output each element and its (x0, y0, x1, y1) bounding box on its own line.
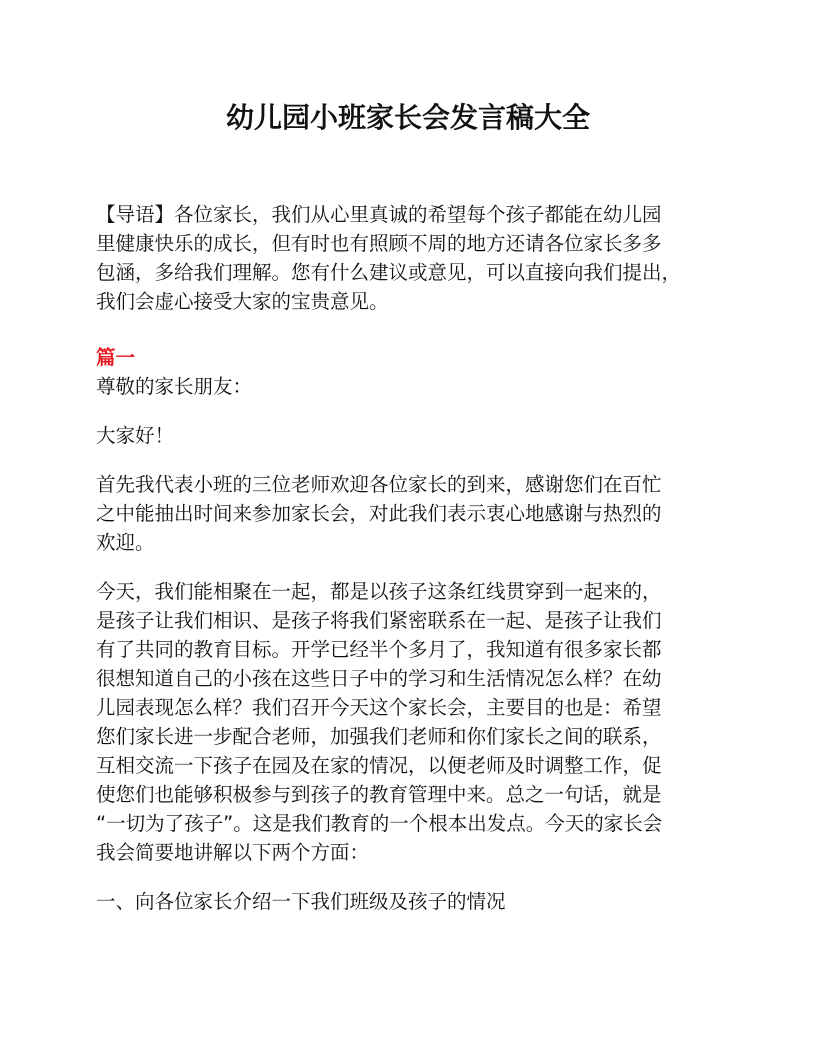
point-one: 一、向各位家长介绍一下我们班级及孩子的情况 (96, 890, 506, 913)
text-line: 今天，我们能相聚在一起，都是以孩子这条红线贯穿到一起来的， (96, 580, 662, 603)
text-line: 我会简要地讲解以下两个方面： (96, 841, 370, 864)
section-heading: 篇一 (96, 346, 136, 369)
intro-paragraph (96, 200, 736, 316)
paragraph-purpose (96, 577, 736, 867)
paragraph-welcome (96, 470, 736, 557)
text-line: 包涵，多给我们理解。您有什么建议或意见，可以直接向我们提出， (96, 261, 682, 284)
text-line: 使您们也能够积极参与到孩子的教育管理中来。总之一句话，就是 (96, 783, 662, 806)
document-title: 幼儿园小班家长会发言稿大全 (225, 101, 590, 134)
text-line: 【导语】各位家长，我们从心里真诚的希望每个孩子都能在幼儿园 (96, 203, 662, 226)
text-line: 儿园表现怎么样？我们召开今天这个家长会，主要目的也是：希望 (96, 696, 662, 719)
text-line: 互相交流一下孩子在园及在家的情况，以便老师及时调整工作，促 (96, 754, 662, 777)
text-line: 很想知道自己的小孩在这些日子中的学习和生活情况怎么样？在幼 (96, 667, 662, 690)
salutation: 尊敬的家长朋友： (96, 375, 253, 398)
text-line: 有了共同的教育目标。开学已经半个多月了，我知道有很多家长都 (96, 638, 662, 661)
text-line: 欢迎。 (96, 531, 155, 554)
text-line: “一切为了孩子”。这是我们教育的一个根本出发点。今天的家长会 (96, 812, 663, 835)
text-line: 首先我代表小班的三位老师欢迎各位家长的到来，感谢您们在百忙 (96, 473, 662, 496)
greeting: 大家好！ (96, 424, 175, 447)
text-line: 是孩子让我们相识、是孩子将我们紧密联系在一起、是孩子让我们 (96, 609, 662, 632)
text-line: 里健康快乐的成长，但有时也有照顾不周的地方还请各位家长多多 (96, 232, 662, 255)
text-line: 之中能抽出时间来参加家长会，对此我们表示衷心地感谢与热烈的 (96, 502, 662, 525)
text-line: 您们家长进一步配合老师，加强我们老师和你们家长之间的联系， (96, 725, 662, 748)
document-body (96, 200, 736, 936)
text-line: 我们会虚心接受大家的宝贵意见。 (96, 290, 389, 313)
